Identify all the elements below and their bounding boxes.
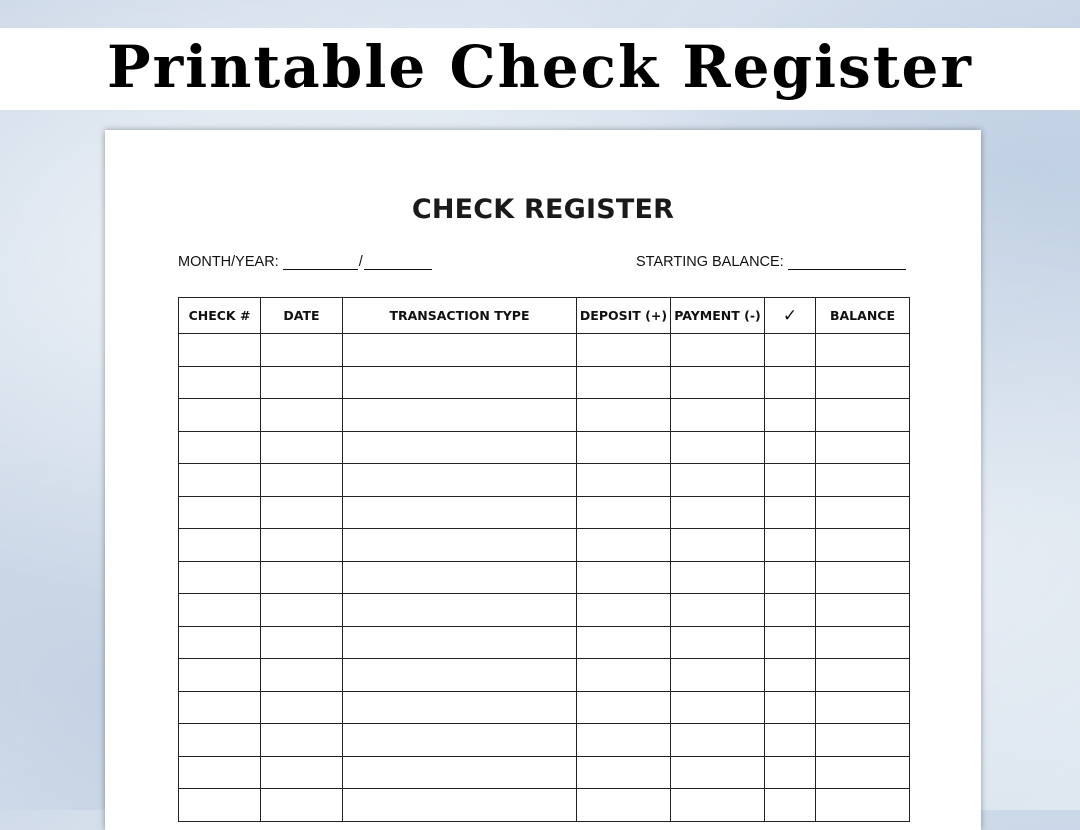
cell-date [261,594,343,627]
cell-cleared [765,529,816,562]
cell-check-number [179,496,261,529]
cell-deposit [577,366,671,399]
cell-date [261,399,343,432]
cell-check-number [179,691,261,724]
cell-payment [671,626,765,659]
cell-deposit [577,659,671,692]
cell-deposit [577,724,671,757]
cell-transaction-type [343,529,577,562]
banner-title: Printable Check Register [107,33,973,101]
cell-deposit [577,529,671,562]
cell-cleared [765,334,816,367]
table-row [179,659,910,692]
cell-cleared [765,691,816,724]
cell-balance [816,399,910,432]
cell-payment [671,789,765,822]
cell-deposit [577,691,671,724]
column-header-payment: PAYMENT (-) [671,298,765,334]
cell-check-number [179,756,261,789]
header-row [179,298,910,334]
table-row [179,334,910,367]
starting-balance-label: STARTING BALANCE: [636,254,784,270]
cell-balance [816,659,910,692]
cell-date [261,529,343,562]
column-header-transaction-type: TRANSACTION TYPE [343,298,577,334]
cell-check-number [179,399,261,432]
table-row [179,756,910,789]
column-header-check-number: CHECK # [179,298,261,334]
table-row [179,789,910,822]
cell-date [261,626,343,659]
register-table [178,297,910,822]
cell-payment [671,334,765,367]
cell-date [261,464,343,497]
cell-deposit [577,464,671,497]
cell-transaction-type [343,691,577,724]
cell-transaction-type [343,399,577,432]
cell-cleared [765,366,816,399]
cell-balance [816,464,910,497]
cell-payment [671,756,765,789]
cell-cleared [765,431,816,464]
table-row [179,561,910,594]
cell-payment [671,529,765,562]
cell-transaction-type [343,366,577,399]
cell-date [261,691,343,724]
cell-payment [671,594,765,627]
column-header-deposit: DEPOSIT (+) [577,298,671,334]
cell-balance [816,529,910,562]
cell-check-number [179,561,261,594]
cell-cleared [765,756,816,789]
cell-deposit [577,496,671,529]
cell-cleared [765,561,816,594]
month-year-label: MONTH/YEAR: [178,254,279,270]
register-sheet [105,130,981,830]
cell-date [261,561,343,594]
cell-check-number [179,431,261,464]
cell-date [261,789,343,822]
table-row [179,594,910,627]
cell-cleared [765,464,816,497]
table-row [179,366,910,399]
cell-payment [671,724,765,757]
cell-payment [671,691,765,724]
cell-cleared [765,626,816,659]
cell-check-number [179,366,261,399]
starting-balance-field [636,254,906,270]
cell-date [261,659,343,692]
column-header-date: DATE [261,298,343,334]
month-year-field [178,254,432,270]
cell-deposit [577,756,671,789]
cell-deposit [577,561,671,594]
cell-balance [816,691,910,724]
cell-deposit [577,594,671,627]
table-row [179,724,910,757]
cell-check-number [179,659,261,692]
cell-date [261,724,343,757]
cell-transaction-type [343,464,577,497]
cell-cleared [765,594,816,627]
cell-payment [671,399,765,432]
cell-date [261,756,343,789]
cell-cleared [765,399,816,432]
cell-payment [671,659,765,692]
table-row [179,464,910,497]
cell-cleared [765,724,816,757]
cell-balance [816,496,910,529]
cell-deposit [577,334,671,367]
table-row [179,529,910,562]
cell-check-number [179,529,261,562]
cell-balance [816,594,910,627]
cell-balance [816,431,910,464]
cell-balance [816,756,910,789]
cell-date [261,431,343,464]
cell-deposit [577,626,671,659]
month-year-separator: / [358,254,363,270]
cell-deposit [577,399,671,432]
cell-cleared [765,659,816,692]
cell-check-number [179,334,261,367]
table-row [179,399,910,432]
cell-date [261,334,343,367]
cell-deposit [577,431,671,464]
cell-transaction-type [343,561,577,594]
cell-transaction-type [343,496,577,529]
cell-cleared [765,496,816,529]
cell-balance [816,789,910,822]
cell-check-number [179,626,261,659]
cell-balance [816,334,910,367]
cell-transaction-type [343,334,577,367]
cell-check-number [179,464,261,497]
column-header-balance: BALANCE [816,298,910,334]
cell-transaction-type [343,626,577,659]
year-blank [364,255,432,270]
cell-check-number [179,789,261,822]
column-header-cleared: ✓ [765,298,816,334]
table-row [179,431,910,464]
cell-balance [816,561,910,594]
cell-transaction-type [343,756,577,789]
cell-payment [671,366,765,399]
cell-payment [671,496,765,529]
starting-balance-blank [788,255,906,270]
cell-balance [816,366,910,399]
table-row [179,691,910,724]
cell-transaction-type [343,594,577,627]
cell-payment [671,431,765,464]
cell-cleared [765,789,816,822]
cell-transaction-type [343,659,577,692]
cell-date [261,496,343,529]
table-row [179,626,910,659]
cell-payment [671,561,765,594]
document-title: CHECK REGISTER [411,194,675,225]
cell-transaction-type [343,789,577,822]
cell-transaction-type [343,724,577,757]
cell-transaction-type [343,431,577,464]
cell-balance [816,626,910,659]
cell-payment [671,464,765,497]
cell-check-number [179,594,261,627]
cell-date [261,366,343,399]
table-row [179,496,910,529]
cell-check-number [179,724,261,757]
cell-deposit [577,789,671,822]
title-banner [0,28,1080,110]
cell-balance [816,724,910,757]
month-blank [283,255,358,270]
